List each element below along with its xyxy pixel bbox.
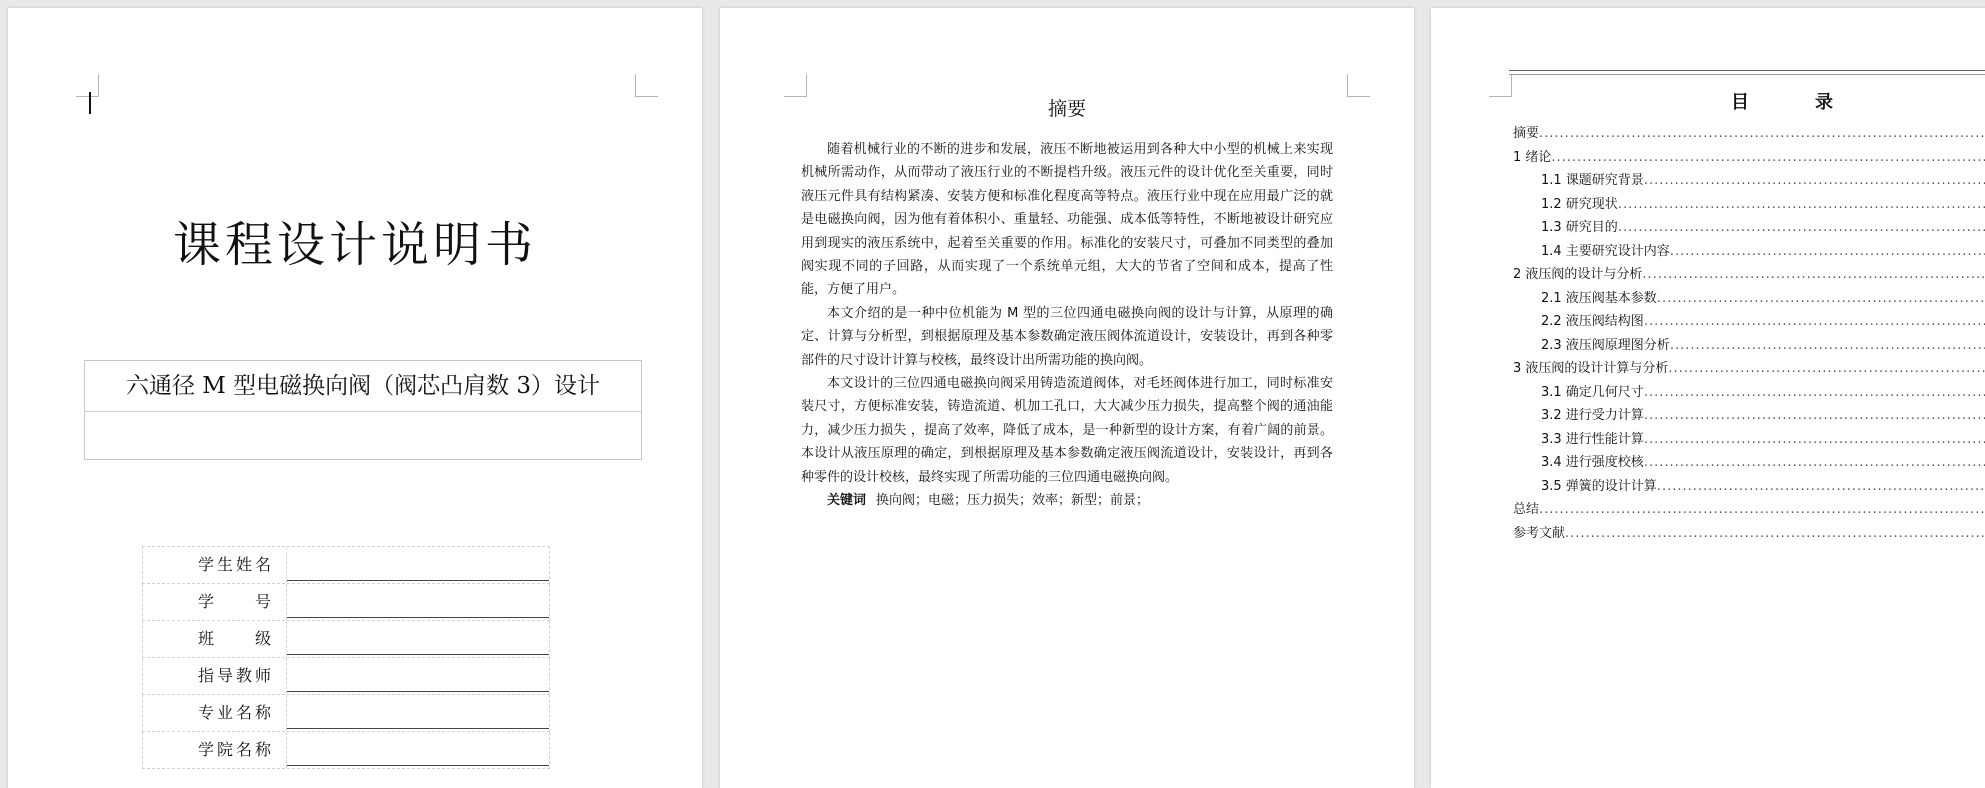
cover-page[interactable] bbox=[8, 8, 702, 788]
toc-entry[interactable] bbox=[1513, 475, 1985, 499]
toc-entry-text: 2.2 液压阀结构图 bbox=[1541, 314, 1644, 329]
toc-page[interactable] bbox=[1431, 8, 1985, 788]
class-field[interactable] bbox=[287, 621, 549, 655]
info-row bbox=[142, 621, 550, 658]
toc-leader-dots bbox=[1657, 475, 1985, 499]
info-label: 学 号 bbox=[143, 584, 287, 620]
abstract-body[interactable] bbox=[801, 138, 1333, 513]
toc-leader-dots bbox=[1644, 169, 1985, 193]
toc-leader-dots bbox=[1642, 263, 1985, 287]
toc-title bbox=[1731, 88, 1835, 114]
toc-entry[interactable] bbox=[1513, 334, 1985, 358]
info-label: 班 级 bbox=[143, 621, 287, 657]
toc-entry[interactable] bbox=[1513, 428, 1985, 452]
college-field[interactable] bbox=[287, 732, 549, 766]
crop-mark-top-right bbox=[635, 74, 658, 97]
text-cursor bbox=[89, 92, 91, 114]
toc-entry-text: 1.2 研究现状 bbox=[1541, 196, 1618, 212]
toc-entry-text: 3.5 弹簧的设计计算 bbox=[1541, 478, 1657, 494]
toc-entry-text: 1.4 主要研究设计内容 bbox=[1541, 243, 1670, 259]
document-title: 课程设计说明书 bbox=[172, 217, 537, 273]
toc-leader-dots bbox=[1618, 216, 1985, 240]
info-label: 专业名称 bbox=[143, 695, 287, 731]
toc-entry[interactable] bbox=[1513, 193, 1985, 217]
toc-leader-dots bbox=[1644, 428, 1985, 452]
toc-leader-dots bbox=[1670, 240, 1985, 264]
toc-leader-dots bbox=[1644, 381, 1985, 405]
toc-entry-text: 参考文献 bbox=[1513, 525, 1566, 541]
toc-leader-dots bbox=[1644, 404, 1985, 428]
toc-leader-dots bbox=[1565, 522, 1985, 546]
toc-entry[interactable] bbox=[1513, 169, 1985, 193]
abstract-page[interactable] bbox=[720, 8, 1414, 788]
toc-entry-text: 3.1 确定几何尺寸 bbox=[1541, 384, 1644, 400]
toc-entry[interactable] bbox=[1513, 310, 1985, 334]
student-id-field[interactable] bbox=[287, 584, 549, 618]
toc-entry-text: 2.1 液压阀基本参数 bbox=[1541, 290, 1657, 306]
info-row bbox=[142, 732, 550, 769]
toc-entry[interactable] bbox=[1513, 122, 1985, 146]
toc-leader-dots bbox=[1668, 357, 1985, 381]
keywords-text: 换向阀；电磁；压力损失；效率；新型；前景； bbox=[876, 493, 1150, 509]
toc-entry-text: 3.2 进行受力计算 bbox=[1541, 408, 1644, 423]
keywords-line bbox=[801, 489, 1333, 512]
toc-list bbox=[1513, 122, 1985, 545]
toc-entry-text: 1.1 课题研究背景 bbox=[1541, 173, 1644, 188]
toc-entry-text: 摘要 bbox=[1513, 126, 1540, 141]
toc-entry[interactable] bbox=[1513, 498, 1985, 522]
info-label: 学生姓名 bbox=[143, 547, 287, 583]
toc-leader-dots bbox=[1539, 122, 1985, 146]
toc-leader-dots bbox=[1551, 146, 1985, 170]
info-row bbox=[142, 695, 550, 732]
toc-entry-text: 3 液压阀的设计计算与分析 bbox=[1513, 361, 1669, 376]
toc-entry-text: 1.3 研究目的 bbox=[1541, 220, 1618, 235]
toc-entry-text: 1 绪论 bbox=[1513, 149, 1552, 165]
toc-leader-dots bbox=[1670, 334, 1985, 358]
toc-entry[interactable] bbox=[1513, 404, 1985, 428]
toc-leader-dots bbox=[1618, 193, 1985, 217]
abstract-paragraph: 本文设计的三位四通电磁换向阀采用铸造流道阀体，对毛坯阀体进行加工，同时标准安装尺寸，方便标准安装，铸造流道、机加工孔口，大大减少压力损失，提高整个阀的通油能力，减少压力损失 ，提高了效率，降低了成本，是一种新型的设计方案，有着广阔的前景。本设计从液压原理的确定，到根据原理及基本参数确定液压阀流道设计，安装设计，再到各种零件的设计校核，最终实现了所需功能的三位四通电磁换向阀。 bbox=[801, 376, 1333, 485]
abstract-paragraph: 随着机械行业的不断的进步和发展，液压不断地被运用到各种大中小型的机械上来实现机械所需动作，从而带动了液压行业的不断提档升级。液压元件的设计优化至关重要，同时液压元件具有结构紧凑、安装方便和标准化程度高等特点。液压行业中现在应用最广泛的就是电磁换向阀，因为他有着体积小、重量轻、功能强、成本低等特性，不断地被设计研究应用到现实的液压系统中，起着至关重要的作用。标准化的安装尺寸，可叠加不同类型的叠加阀实现不同的子回路，从而实现了一个系统单元组，大大的节省了空间和成本，提高了性能，方便了用户。 bbox=[801, 142, 1333, 298]
toc-header-rule bbox=[1509, 70, 1985, 75]
toc-entry[interactable] bbox=[1513, 522, 1985, 546]
project-title[interactable]: 六通径 M 型电磁换向阀（阀芯凸肩数 3）设计 bbox=[85, 361, 641, 412]
toc-entry[interactable] bbox=[1513, 263, 1985, 287]
toc-entry-text: 2 液压阀的设计与分析 bbox=[1513, 267, 1643, 282]
toc-leader-dots bbox=[1644, 310, 1985, 334]
info-row bbox=[142, 546, 550, 584]
info-row bbox=[142, 658, 550, 695]
crop-mark-top-left bbox=[1489, 74, 1512, 97]
student-name-field[interactable] bbox=[287, 547, 549, 581]
toc-entry[interactable] bbox=[1513, 287, 1985, 311]
keywords-label: 关键词 bbox=[827, 493, 867, 509]
crop-mark-top-left bbox=[76, 74, 99, 97]
toc-entry-text: 2.3 液压阀原理图分析 bbox=[1541, 337, 1670, 353]
toc-leader-dots bbox=[1657, 287, 1985, 311]
info-label: 学院名称 bbox=[143, 732, 287, 768]
toc-entry[interactable] bbox=[1513, 381, 1985, 405]
advisor-field[interactable] bbox=[287, 658, 549, 692]
toc-title-char: 录 bbox=[1815, 92, 1835, 113]
project-title-box[interactable] bbox=[84, 360, 642, 460]
info-label: 指导教师 bbox=[143, 658, 287, 694]
toc-entry[interactable] bbox=[1513, 240, 1985, 264]
toc-entry[interactable] bbox=[1513, 146, 1985, 170]
toc-entry-text: 3.4 进行强度校核 bbox=[1541, 455, 1644, 470]
toc-leader-dots bbox=[1539, 498, 1985, 522]
info-row bbox=[142, 584, 550, 621]
major-field[interactable] bbox=[287, 695, 549, 729]
toc-entry[interactable] bbox=[1513, 216, 1985, 240]
toc-entry-text: 3.3 进行性能计算 bbox=[1541, 431, 1644, 447]
toc-entry[interactable] bbox=[1513, 451, 1985, 475]
toc-leader-dots bbox=[1644, 451, 1985, 475]
student-info-table bbox=[142, 546, 550, 769]
toc-title-char: 目 bbox=[1731, 92, 1751, 113]
toc-entry-text: 总结 bbox=[1513, 502, 1540, 517]
abstract-paragraph: 本文介绍的是一种中位机能为 M 型的三位四通电磁换向阀的设计与计算，从原理的确定、计算与分析型，到根据原理及基本参数确定液压阀体流道设计，安装设计，再到各种零部件的尺寸设计计算与校核，最终设计出所需功能的换向阀。 bbox=[801, 305, 1333, 368]
abstract-title: 摘要 bbox=[1047, 98, 1086, 120]
toc-entry[interactable] bbox=[1513, 357, 1985, 381]
